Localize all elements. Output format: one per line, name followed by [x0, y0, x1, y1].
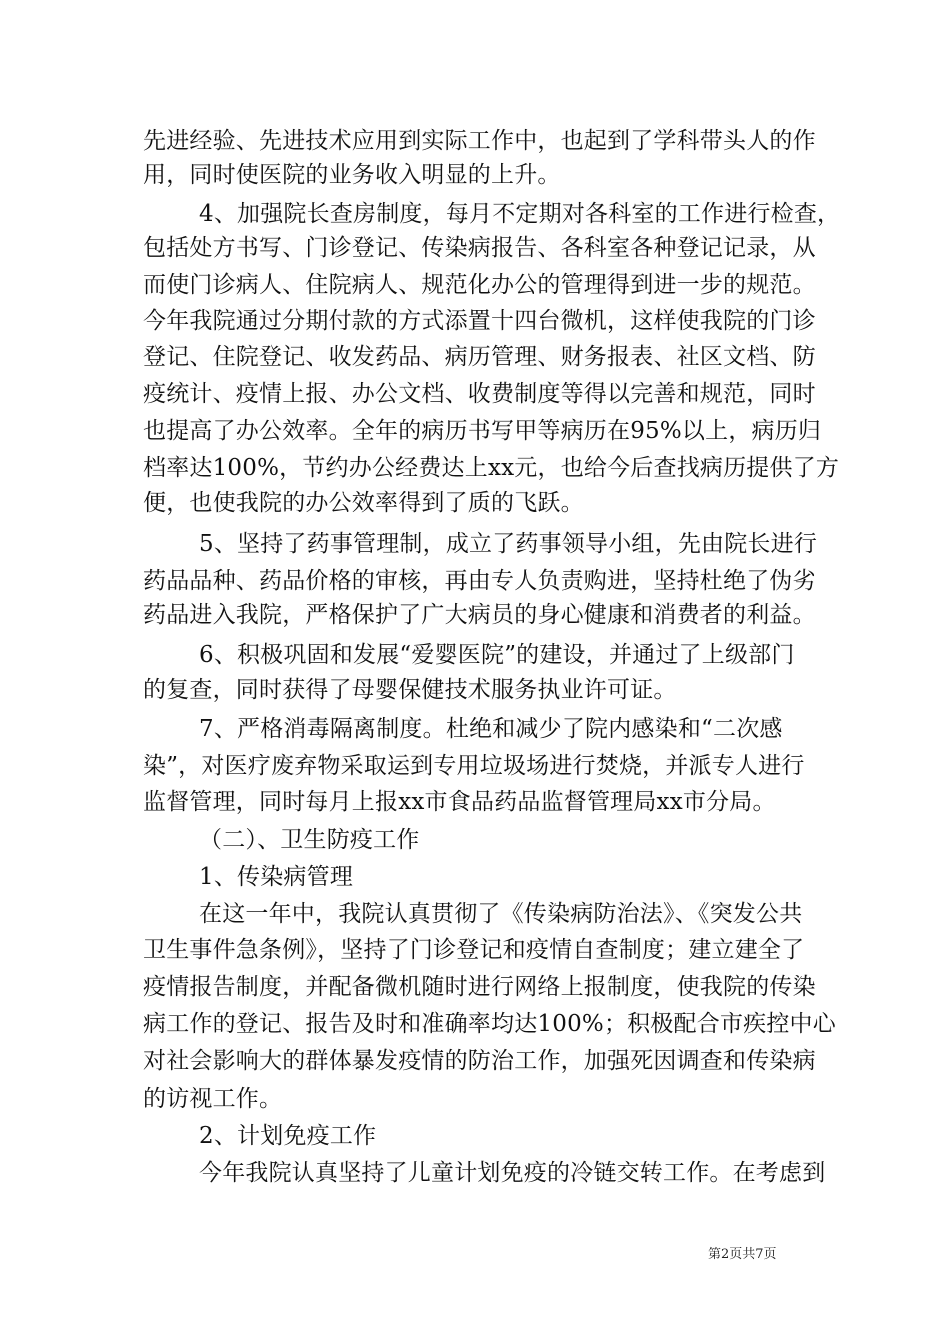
text-line: 的复查，同时获得了母婴保健技术服务执业许可证。	[143, 677, 677, 703]
text-line: 7、严格消毒隔离制度。杜绝和减少了院内感染和“二次感	[199, 716, 783, 742]
text-line: 包括处方书写、门诊登记、传染病报告、各科室各种登记记录，从	[143, 235, 816, 261]
text-line: 监督管理，同时每月上报xx市食品药品监督管理局xx市分局。	[143, 789, 776, 815]
text-line: 档率达100%，节约办公经费达上xx元，也给今后查找病历提供了方	[143, 455, 840, 481]
section-heading: （二）、卫生防疫工作	[199, 827, 420, 853]
text-line: 的访视工作。	[143, 1086, 283, 1112]
subsection-heading: 1、传染病管理	[199, 864, 354, 890]
page-number: 第2页共7页	[708, 1247, 777, 1262]
text-line: 染”，对医疗废弃物采取运到专用垃圾场进行焚烧，并派专人进行	[143, 753, 805, 779]
text-line: 对社会影响大的群体暴发疫情的防治工作，加强死因调查和传染病	[143, 1048, 816, 1074]
text-line: 今年我院通过分期付款的方式添置十四台微机，这样使我院的门诊	[143, 308, 816, 334]
text-line: 今年我院认真坚持了儿童计划免疫的冷链交转工作。在考虑到	[199, 1160, 826, 1186]
text-line: 用，同时使医院的业务收入明显的上升。	[143, 162, 561, 188]
text-line: 药品品种、药品价格的审核，再由专人负责购进，坚持杜绝了伪劣	[143, 568, 816, 594]
subsection-heading: 2、计划免疫工作	[199, 1123, 377, 1149]
text-line: 登记、住院登记、收发药品、病历管理、财务报表、社区文档、防	[143, 344, 816, 370]
text-line: 6、积极巩固和发展“爱婴医院”的建设，并通过了上级部门	[199, 642, 795, 668]
text-line: 5、坚持了药事管理制，成立了药事领导小组，先由院长进行	[199, 531, 818, 557]
text-line: 疫统计、疫情上报、办公文档、收费制度等得以完善和规范，同时	[143, 381, 816, 407]
text-line: 先进经验、先进技术应用到实际工作中，也起到了学科带头人的作	[143, 128, 816, 154]
text-line: 便，也使我院的办公效率得到了质的飞跃。	[143, 490, 584, 516]
text-line: 而使门诊病人、住院病人、规范化办公的管理得到进一步的规范。	[143, 272, 816, 298]
text-line: 4、加强院长查房制度，每月不定期对各科室的工作进行检查，	[199, 201, 841, 227]
text-line: 也提高了办公效率。全年的病历书写甲等病历在95%以上，病历归	[143, 418, 822, 444]
text-line: 在这一年中，我院认真贯彻了《传染病防治法》、《突发公共	[199, 901, 803, 927]
text-line: 病工作的登记、报告及时和准确率均达100%；积极配合市疾控中心	[143, 1011, 836, 1037]
text-line: 疫情报告制度，并配备微机随时进行网络上报制度，使我院的传染	[143, 974, 816, 1000]
text-line: 药品进入我院，严格保护了广大病员的身心健康和消费者的利益。	[143, 602, 816, 628]
text-line: 卫生事件急条例》，坚持了门诊登记和疫情自查制度；建立建全了	[143, 937, 805, 963]
